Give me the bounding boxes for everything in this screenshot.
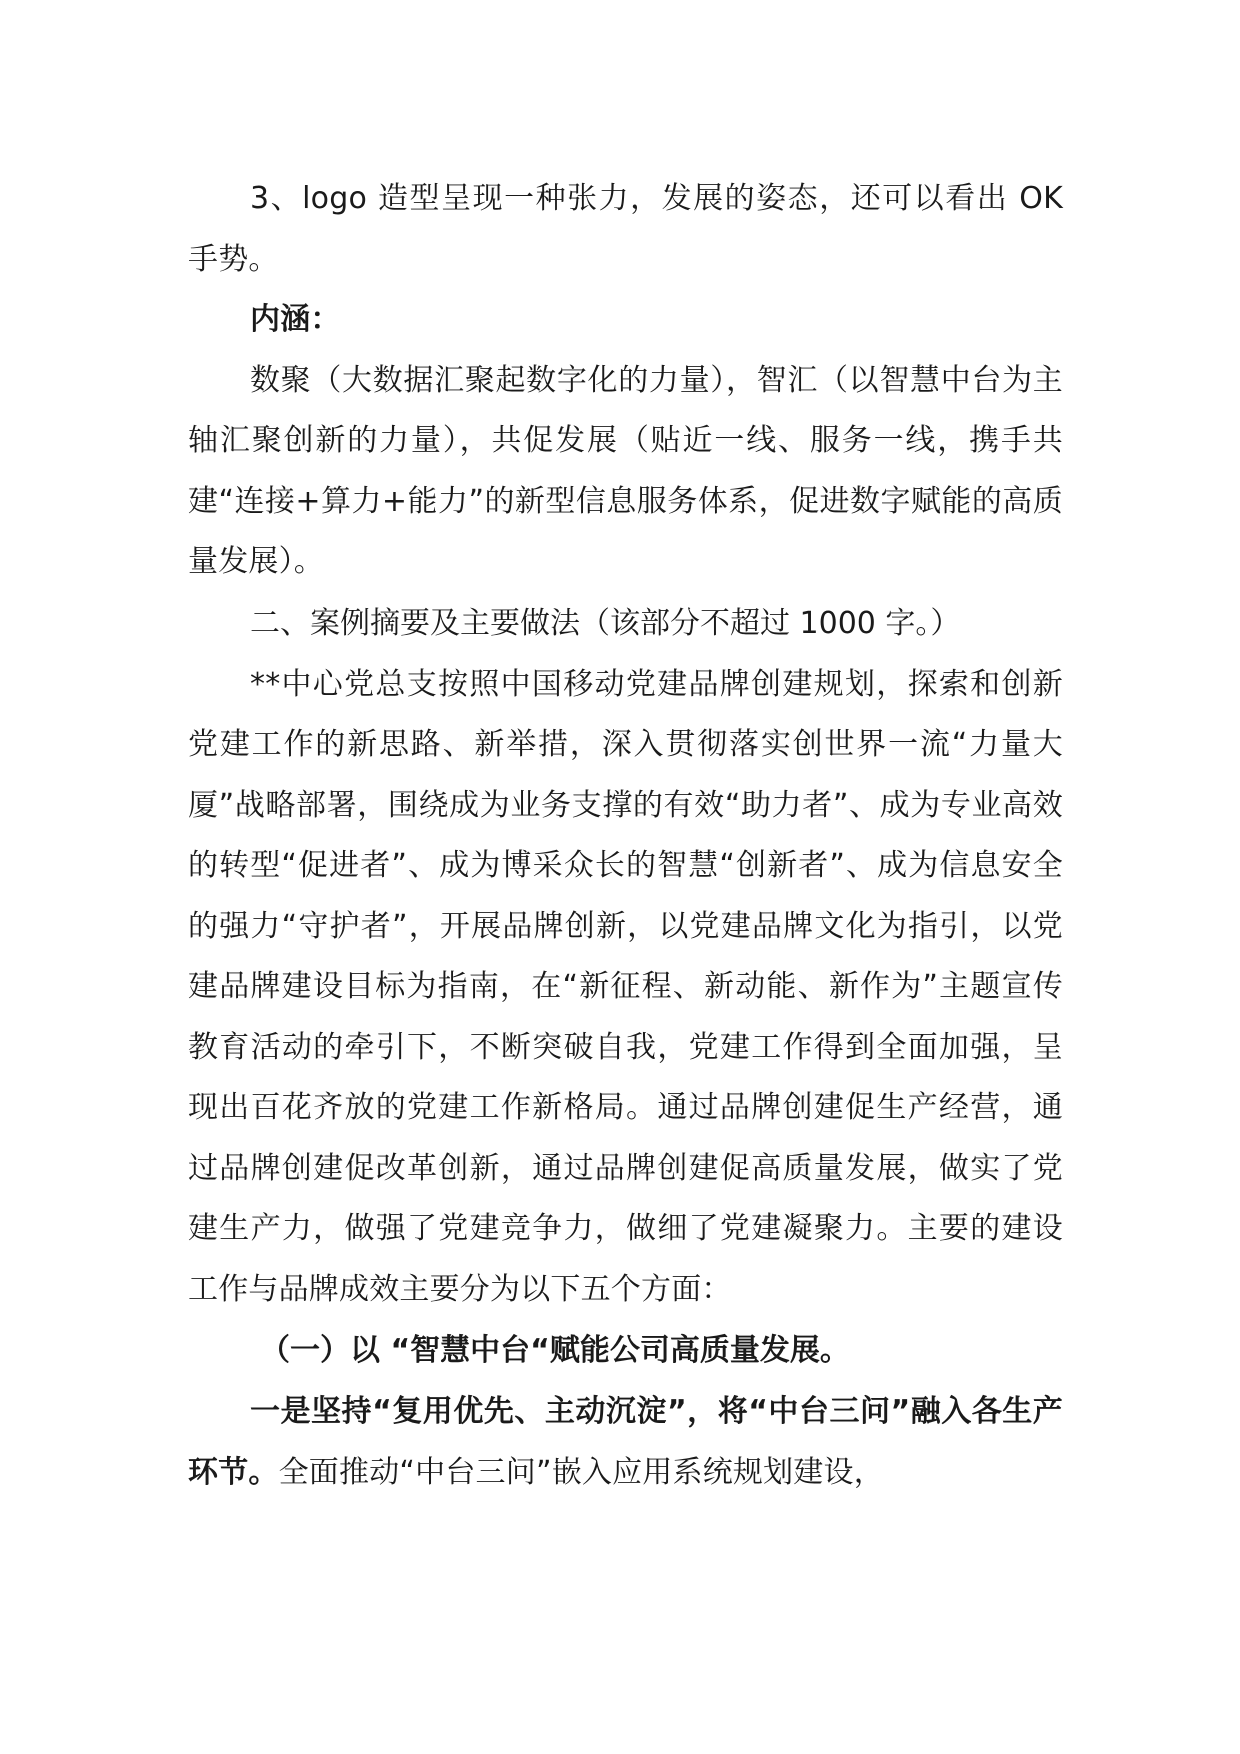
neihan-paragraph: 数聚（大数据汇聚起数字化的力量），智汇（以智慧中台为主轴汇聚创新的力量），共促发展（贴近一线、服务一线，携手共建“连接+算力+能力”的新型信息服务体系，促进数字赋能的高质量发展）。 <box>188 362 1063 579</box>
item-1-paragraph <box>188 1382 1063 1503</box>
section-2-body: **中心党总支按照中国移动党建品牌创建规划，探索和创新党建工作的新思路、新举措，深入贯彻落实创世界一流“力量大厦”战略部署，围绕成为业务支撑的有效“助力者”、成为专业高效的转型“促进者”、成为博采众长的智慧“创新者”、成为信息安全的强力“守护者”，开展品牌创新，以党建品牌文化为指引，以党建品牌建设目标为指南，在“新征程、新动能、新作为”主题宣传教育活动的牵引下，不断突破自我，党建工作得到全面加强，呈现出百花齐放的党建工作新格局。通过品牌创建促生产经营，通过品牌创建促改革创新，通过品牌创建促高质量发展，做实了党建生产力，做强了党建竞争力，做细了党建凝聚力。主要的建设工作与品牌成效主要分为以下五个方面： <box>188 666 1063 1307</box>
document-body <box>188 169 1063 1503</box>
neihan-label: 内涵： <box>250 302 341 337</box>
point-3-paragraph: 3、logo 造型呈现一种张力，发展的姿态，还可以看出 OK 手势。 <box>188 181 1063 277</box>
section-2-heading: 二、案例摘要及主要做法（该部分不超过 1000 字。） <box>250 605 961 641</box>
subheading-1: （一）以 “智慧中台“赋能公司高质量发展。 <box>260 1333 850 1368</box>
item-1-lead: 一是坚持“复用优先、主动沉淀”，将“中台三问”融入各生产环节。 <box>188 1394 1063 1490</box>
item-1-text: 全面推动“中台三问”嵌入应用系统规划建设， <box>278 1454 884 1490</box>
